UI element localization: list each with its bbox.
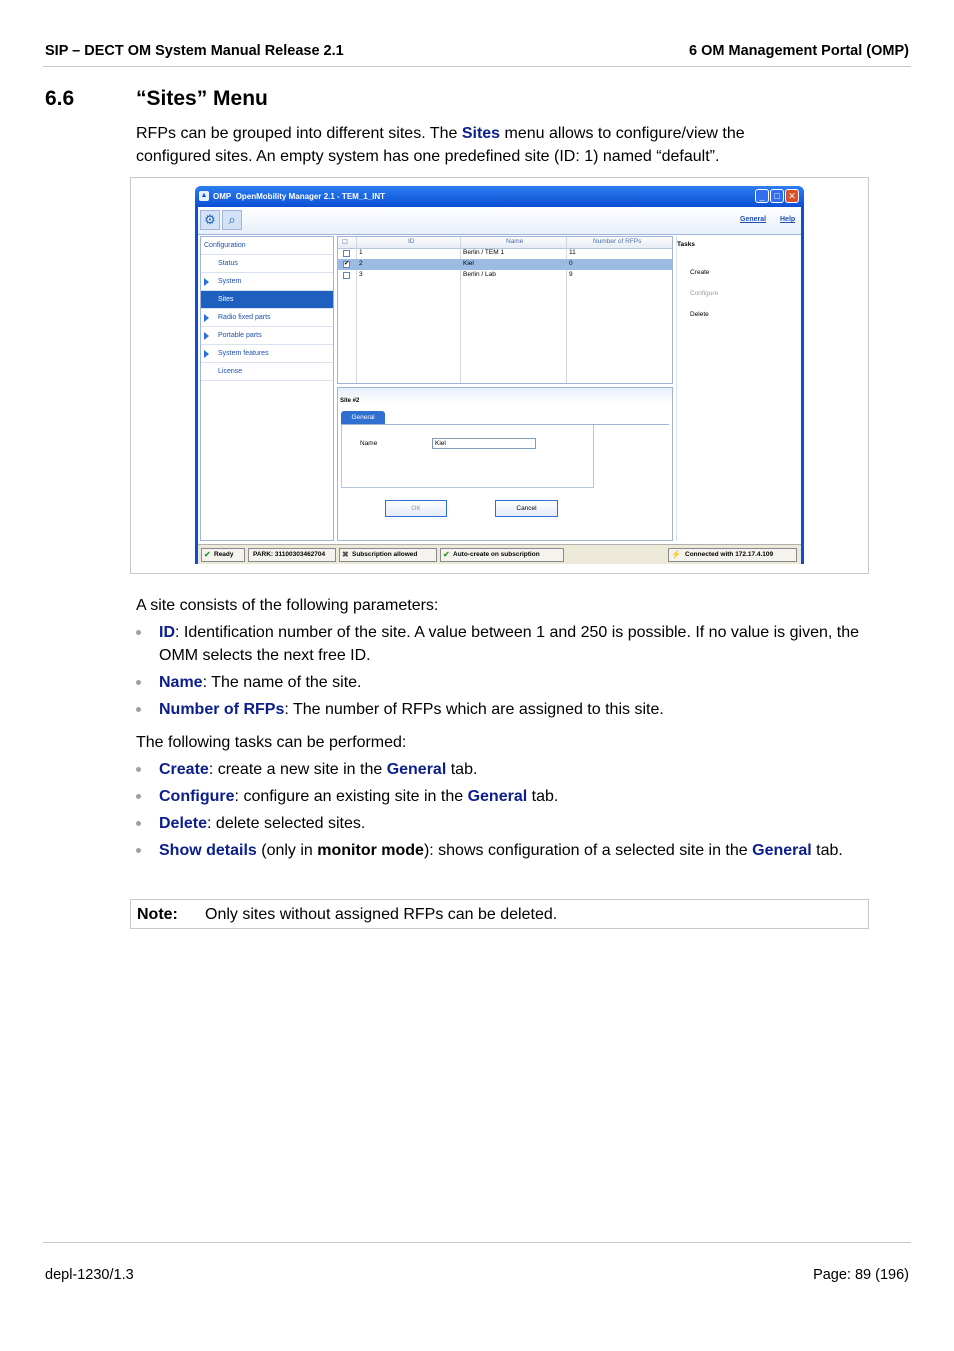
name-label: Name xyxy=(360,440,378,447)
cell-name: Berlin / TEM 1 xyxy=(463,249,505,256)
status-park: PARK: 31100303462704 xyxy=(248,548,336,562)
intro-text-3: configured sites. An empty system has one predefined site (ID: 1) named “default”. xyxy=(136,148,720,165)
cell-id: 1 xyxy=(359,249,363,256)
task-create[interactable]: Create xyxy=(690,269,710,276)
expand-arrow-icon xyxy=(204,314,209,322)
row-checkbox[interactable] xyxy=(343,250,350,257)
table-row[interactable] xyxy=(338,248,672,259)
list-item: Name: The name of the site. xyxy=(136,671,866,694)
cell-name: Kiel xyxy=(463,260,474,267)
toolbar xyxy=(198,207,801,235)
nav-configuration[interactable]: Configuration xyxy=(201,237,333,255)
window-titlebar xyxy=(195,186,804,207)
tasks-title: Tasks xyxy=(677,241,695,248)
x-icon: ✖ xyxy=(342,550,349,559)
bullet-icon xyxy=(136,848,141,853)
bullet-icon xyxy=(136,630,141,635)
bullet-icon xyxy=(136,794,141,799)
expand-arrow-icon xyxy=(204,278,209,286)
app-icon: ▲ xyxy=(200,192,208,199)
expand-arrow-icon xyxy=(204,332,209,340)
cancel-button[interactable]: Cancel xyxy=(495,500,558,517)
intro-paragraph xyxy=(136,122,856,168)
search-icon[interactable]: ⌕ xyxy=(222,210,242,230)
bullet-icon xyxy=(136,707,141,712)
window-title: OMP OpenMobility Manager 2.1 - TEM_1_INT xyxy=(213,192,386,201)
omp-window-screenshot xyxy=(195,186,804,564)
bullet-icon xyxy=(136,767,141,772)
nav-system[interactable]: System xyxy=(201,273,333,291)
nav-portable-parts[interactable]: Portable parts xyxy=(201,327,333,345)
cell-id: 3 xyxy=(359,271,363,278)
check-icon: ✔ xyxy=(443,550,450,559)
bullet-icon xyxy=(136,680,141,685)
row-checkbox[interactable] xyxy=(343,272,350,279)
detail-title: Site #2 xyxy=(340,398,360,404)
task-configure[interactable]: Configure xyxy=(690,290,719,297)
nav-license[interactable]: License xyxy=(201,363,333,381)
list-item: Number of RFPs: The number of RFPs which are assigned to this site. xyxy=(136,698,866,721)
gear-icon[interactable]: ⚙ xyxy=(200,210,220,230)
ok-button[interactable]: OK xyxy=(385,500,447,517)
list-item: Configure: configure an existing site in the General tab. xyxy=(136,785,866,808)
status-ready: ✔ Ready xyxy=(201,548,245,562)
list-item: Show details (only in monitor mode): shows configuration of a selected site in the General tab. xyxy=(136,839,866,862)
footer-rule xyxy=(43,1242,911,1243)
col-rfps-header[interactable]: Number of RFPs xyxy=(593,238,642,245)
general-pane xyxy=(341,425,594,488)
list-item: Delete: delete selected sites. xyxy=(136,812,866,835)
tab-general[interactable]: General xyxy=(341,411,385,425)
note-text: Only sites without assigned RFPs can be deleted. xyxy=(205,906,558,923)
cell-rfps: 9 xyxy=(569,271,573,278)
note-box xyxy=(130,899,869,929)
table-row[interactable] xyxy=(338,259,672,270)
status-subscription: ✖ Subscription allowed xyxy=(339,548,437,562)
note-label: Note: xyxy=(137,906,178,923)
task-delete[interactable]: Delete xyxy=(690,311,709,318)
running-header-right: 6 OM Management Portal (OMP) xyxy=(689,43,909,59)
page-number: Page: 89 (196) xyxy=(813,1267,909,1283)
general-link[interactable]: General xyxy=(740,216,767,223)
check-icon: ✔ xyxy=(204,550,211,559)
status-autocreate: ✔ Auto-create on subscription xyxy=(440,548,564,562)
nav-tree xyxy=(200,236,334,541)
section-number: 6.6 xyxy=(45,87,75,110)
intro-text-2: menu allows to configure/view the xyxy=(500,125,745,142)
bullet-icon xyxy=(136,821,141,826)
header-rule xyxy=(43,66,911,67)
window-client xyxy=(198,207,801,561)
params-intro: A site consists of the following parameters: xyxy=(136,597,439,614)
nav-status[interactable]: Status xyxy=(201,255,333,273)
nav-radio-fixed-parts[interactable]: Radio fixed parts xyxy=(201,309,333,327)
list-item: Create: create a new site in the General tab. xyxy=(136,758,866,781)
col-name-header[interactable]: Name xyxy=(506,238,524,245)
intro-text-1: RFPs can be grouped into different sites. The xyxy=(136,125,462,142)
tasks-intro: The following tasks can be performed: xyxy=(136,734,407,751)
nav-system-features[interactable]: System features xyxy=(201,345,333,363)
sites-keyword: Sites xyxy=(461,125,501,142)
section-title: “Sites” Menu xyxy=(136,87,268,110)
cell-rfps: 11 xyxy=(569,249,576,256)
list-item: ID: Identification number of the site. A value between 1 and 250 is possible. If no value is given, the OMM selects the next free ID. xyxy=(136,621,866,667)
select-all-checkbox[interactable]: ☐ xyxy=(342,239,348,246)
params-list xyxy=(136,621,866,725)
sites-table xyxy=(337,236,673,384)
table-row[interactable] xyxy=(338,270,672,281)
cell-rfps: 0 xyxy=(569,260,573,267)
expand-arrow-icon xyxy=(204,350,209,358)
nav-sites[interactable]: Sites xyxy=(201,291,333,309)
maximize-button[interactable]: □ xyxy=(770,189,784,203)
status-bar xyxy=(198,544,801,564)
help-link[interactable]: Help xyxy=(780,216,796,223)
doc-id: depl-1230/1.3 xyxy=(45,1267,134,1283)
running-header-left: SIP – DECT OM System Manual Release 2.1 xyxy=(45,43,344,59)
cell-name: Berlin / Lab xyxy=(463,271,496,278)
plug-icon: ⚡ xyxy=(671,550,681,559)
minimize-button[interactable]: _ xyxy=(755,189,769,203)
tasks-panel xyxy=(676,236,801,541)
close-button[interactable]: ✕ xyxy=(785,189,799,203)
row-checkbox[interactable]: ✔ xyxy=(344,261,350,267)
name-input[interactable]: Kiel xyxy=(432,438,536,449)
col-id-header[interactable]: ID xyxy=(408,238,415,245)
cell-id: 2 xyxy=(359,260,363,267)
detail-header xyxy=(338,388,672,402)
status-connected: ⚡ Connected with 172.17.4.109 xyxy=(668,548,797,562)
site-detail-panel xyxy=(337,387,673,541)
tasks-list xyxy=(136,758,866,866)
